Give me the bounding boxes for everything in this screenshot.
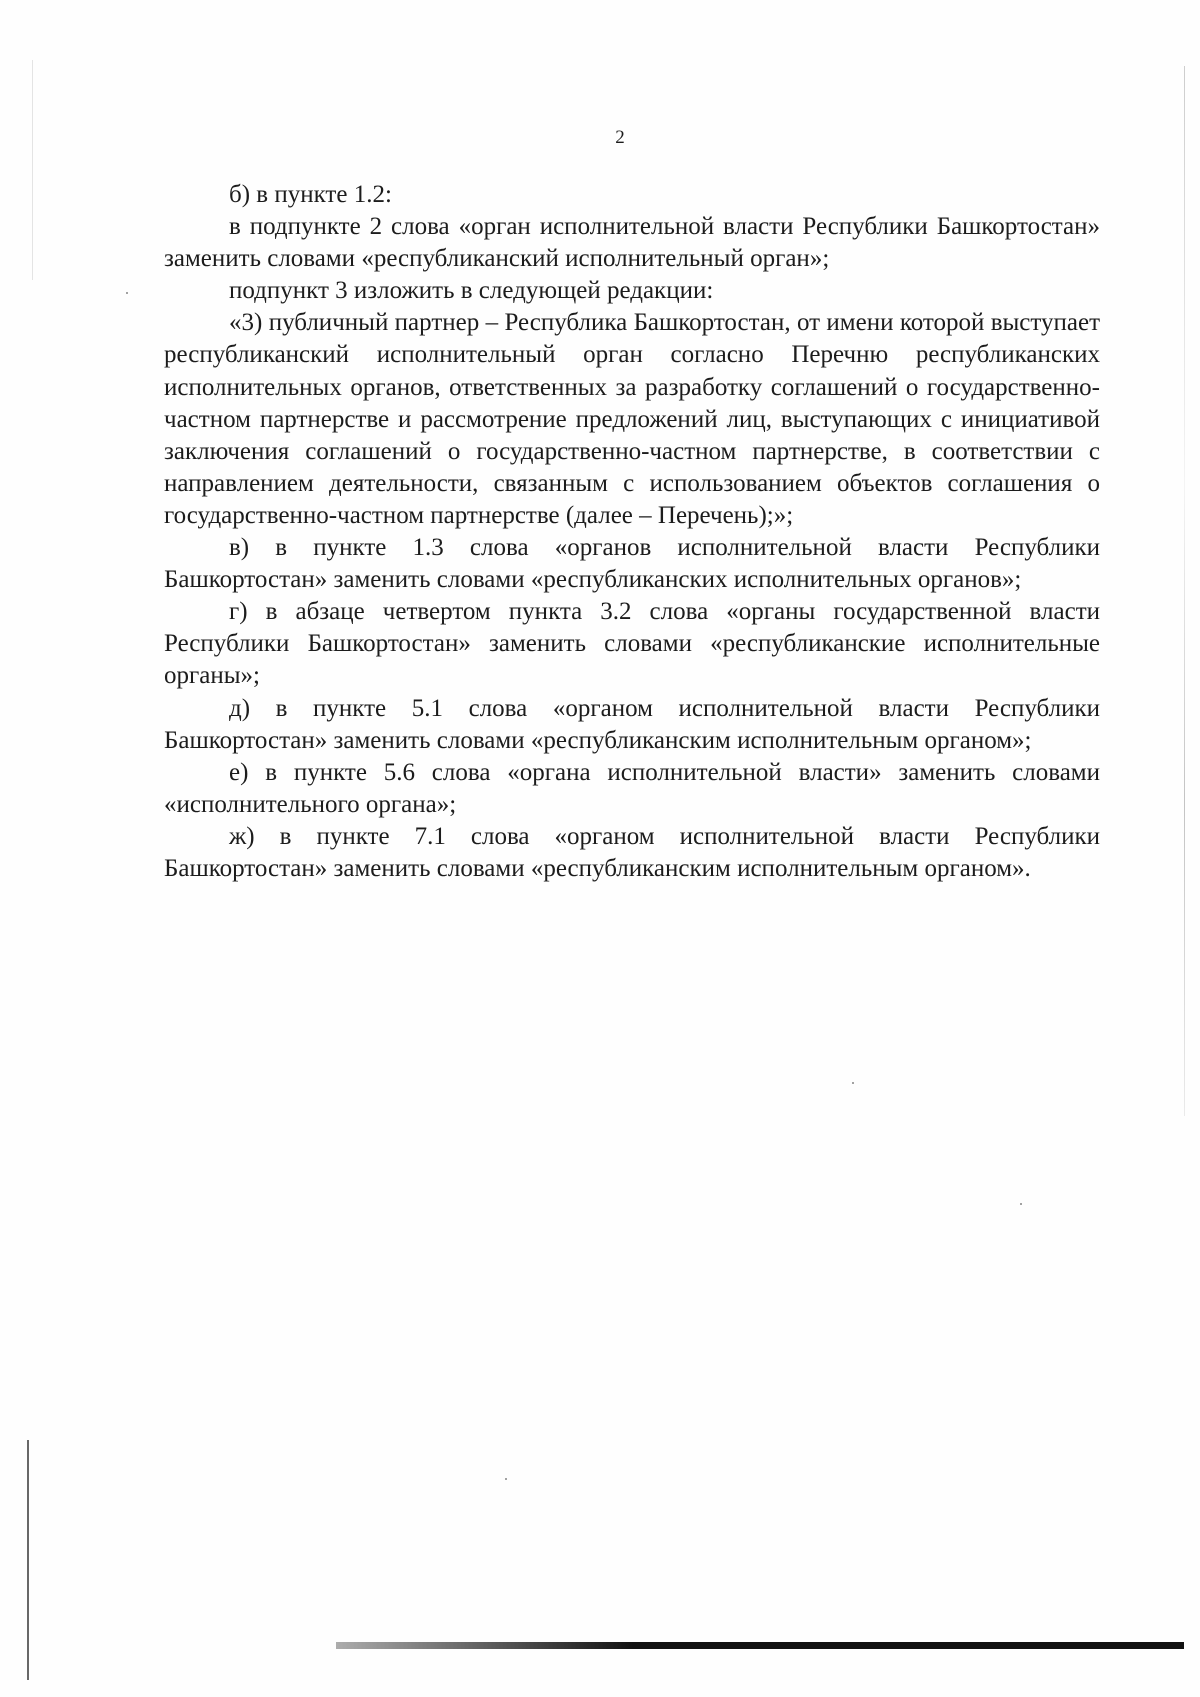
paragraph-e: е) в пункте 5.6 слова «органа исполнительной власти» заменить словами «исполнительного органа»;: [164, 758, 1100, 818]
paragraph-zh: ж) в пункте 7.1 слова «органом исполнительной власти Республики Башкортостан» заменить словами «республиканским исполнительным органом».: [164, 822, 1100, 882]
document-body: [164, 179, 1100, 885]
scan-artifact-left-edge: [27, 1440, 29, 1680]
paragraph-subpoint-3-intro: подпункт 3 изложить в следующей редакции:: [229, 277, 714, 305]
paragraph-b: б) в пункте 1.2:: [229, 181, 392, 208]
scan-speck: [1020, 1203, 1022, 1205]
paragraph-subpoint-2: в подпункте 2 слова «орган исполнительной власти Республики Башкортостан» заменить словами «республиканский исполнительный орган»;: [164, 213, 1100, 273]
paragraph-d: д) в пункте 5.1 слова «органом исполнительной власти Республики Башкортостан» заменить словами «республиканским исполнительным органом»;: [164, 694, 1100, 754]
scan-speck: [126, 292, 128, 294]
paragraph-subpoint-3-text: «3) публичный партнер – Республика Башкортостан, от имени которой выступает республиканский исполнительный орган согласно Перечню республиканских исполнительных органов, ответственных за разработку соглашений о государственно-частном партнерстве и рассмотрение предложений лиц, выступающих с инициативой заключения соглашений о государственно-частном партнерстве, в соответствии с направлением деятельности, связанным с использованием объектов соглашения о государственно-частном партнерстве (далее – Перечень);»;: [164, 309, 1100, 529]
scan-artifact-bottom-bar: [336, 1642, 1184, 1649]
page-number: 2: [615, 127, 625, 148]
paragraph-v: в) в пункте 1.3 слова «органов исполнительной власти Республики Башкортостан» заменить словами «республиканских исполнительных органов»;: [164, 534, 1100, 594]
scan-artifact-left-top: [32, 60, 33, 280]
scan-speck: [505, 1478, 507, 1480]
paragraph-g: г) в абзаце четвертом пункта 3.2 слова «органы государственной власти Республики Башкортостан» заменить словами «республиканские исполнительные органы»;: [164, 598, 1100, 690]
scan-speck: [852, 1082, 854, 1084]
scan-artifact-right-edge: [1184, 66, 1185, 1116]
